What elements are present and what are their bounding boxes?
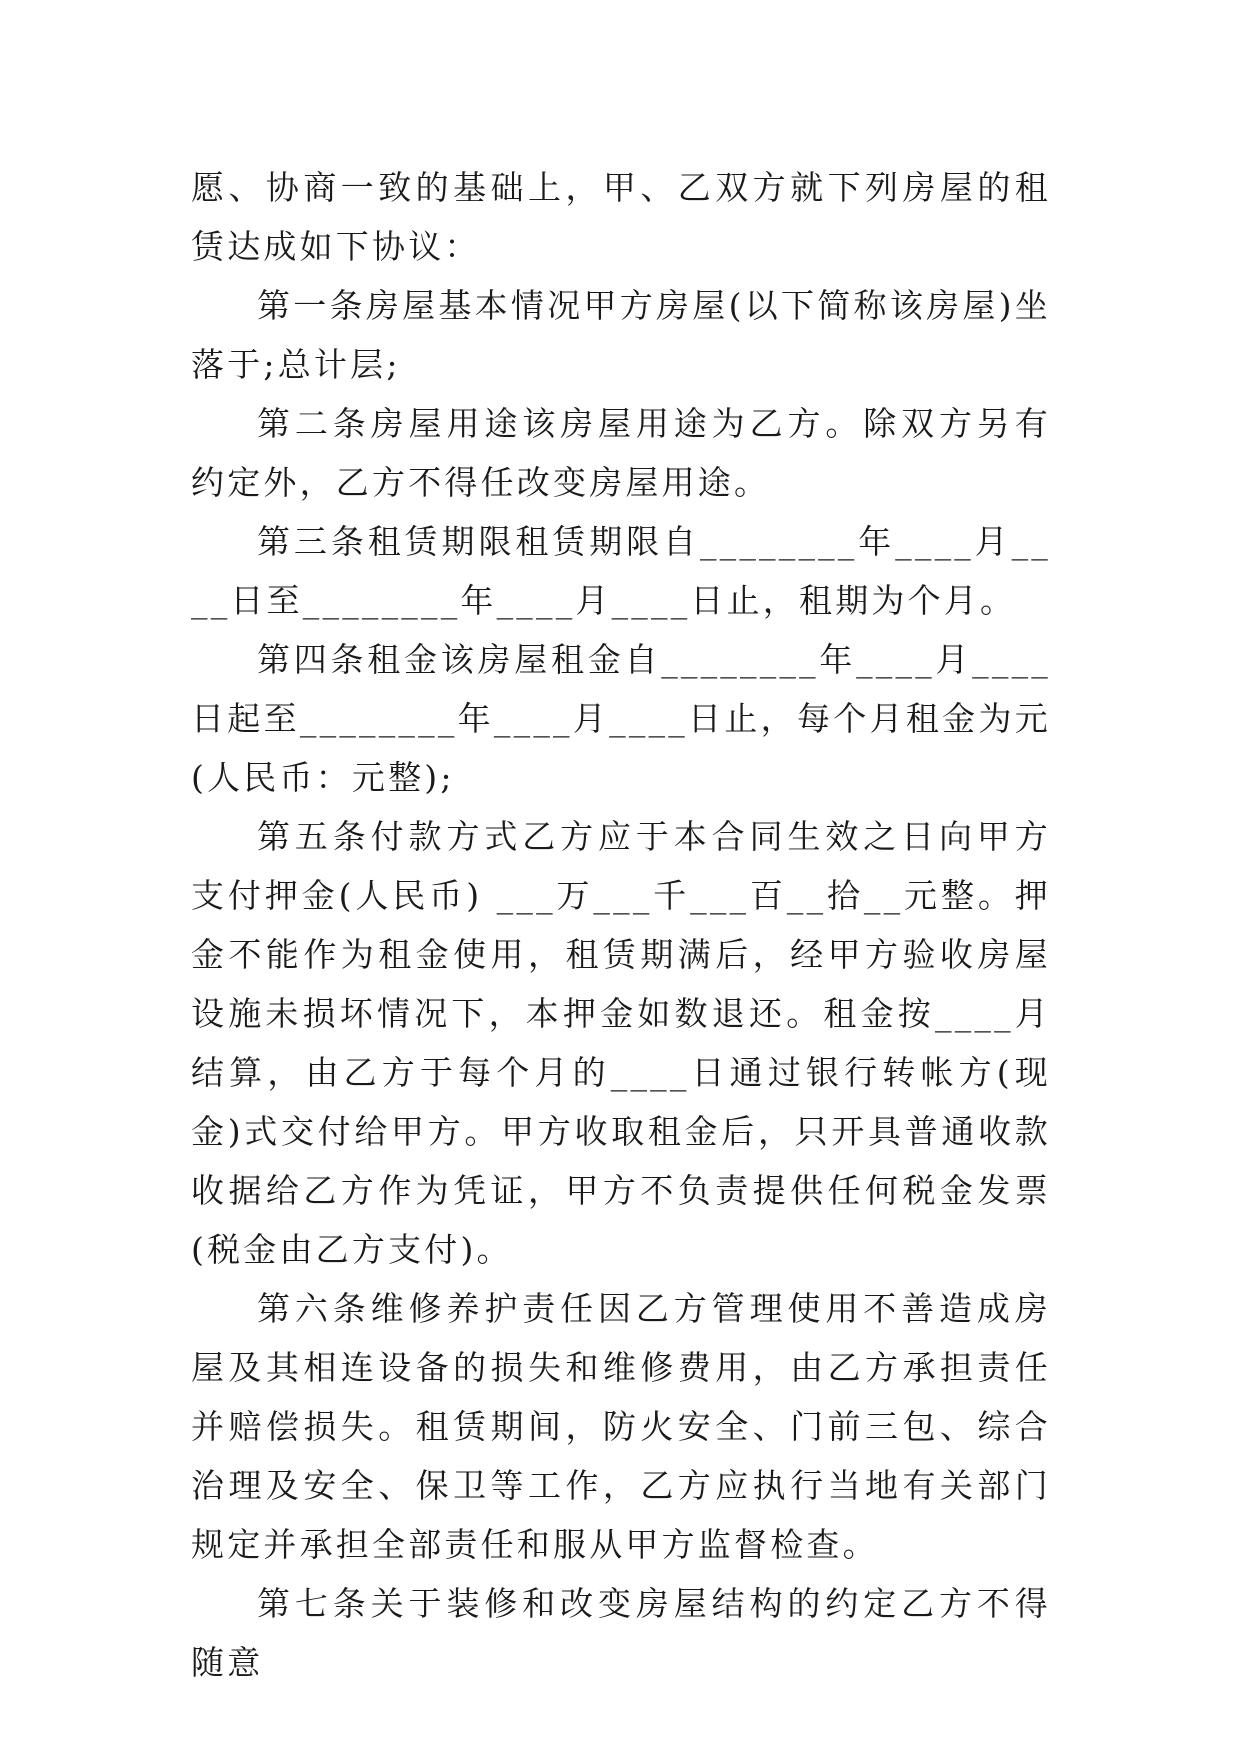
paragraph-article-6: 第六条维修养护责任因乙方管理使用不善造成房屋及其相连设备的损失和维修费用，由乙方承担责任并赔偿损失。租赁期间，防火安全、门前三包、综合治理及安全、保卫等工作，乙方应执行当地有关部门规定并承担全部责任和服从甲方监督检查。 xyxy=(191,1289,1051,1564)
paragraph-article-1: 第一条房屋基本情况甲方房屋(以下简称该房屋)坐落于;总计层; xyxy=(191,286,1051,384)
paragraph-article-2: 第二条房屋用途该房屋用途为乙方。除双方另有约定外，乙方不得任改变房屋用途。 xyxy=(191,404,1051,502)
paragraph-article-3: 第三条租赁期限租赁期限自________年____月____日至________年____月____日止，租期为个月。 xyxy=(191,522,1051,620)
paragraph-article-5: 第五条付款方式乙方应于本合同生效之日向甲方支付押金(人民币) ___万___千___百__拾__元整。押金不能作为租金使用，租赁期满后，经甲方验收房屋设施未损坏情况下，本押金如数退还。租金按____月结算，由乙方于每个月的____日通过银行转帐方(现金)式交付给甲方。甲方收取租金后，只开具普通收款收据给乙方作为凭证，甲方不负责提供任何税金发票(税金由乙方支付)。 xyxy=(191,817,1051,1269)
paragraph-article-4: 第四条租金该房屋租金自________年____月____日起至________年____月____日止，每个月租金为元(人民币：元整); xyxy=(191,640,1051,797)
paragraph-article-7: 第七条关于装修和改变房屋结构的约定乙方不得随意 xyxy=(191,1584,1051,1682)
paragraph-intro: 愿、协商一致的基础上，甲、乙双方就下列房屋的租赁达成如下协议： xyxy=(191,168,1051,266)
contract-body xyxy=(191,158,1051,1692)
